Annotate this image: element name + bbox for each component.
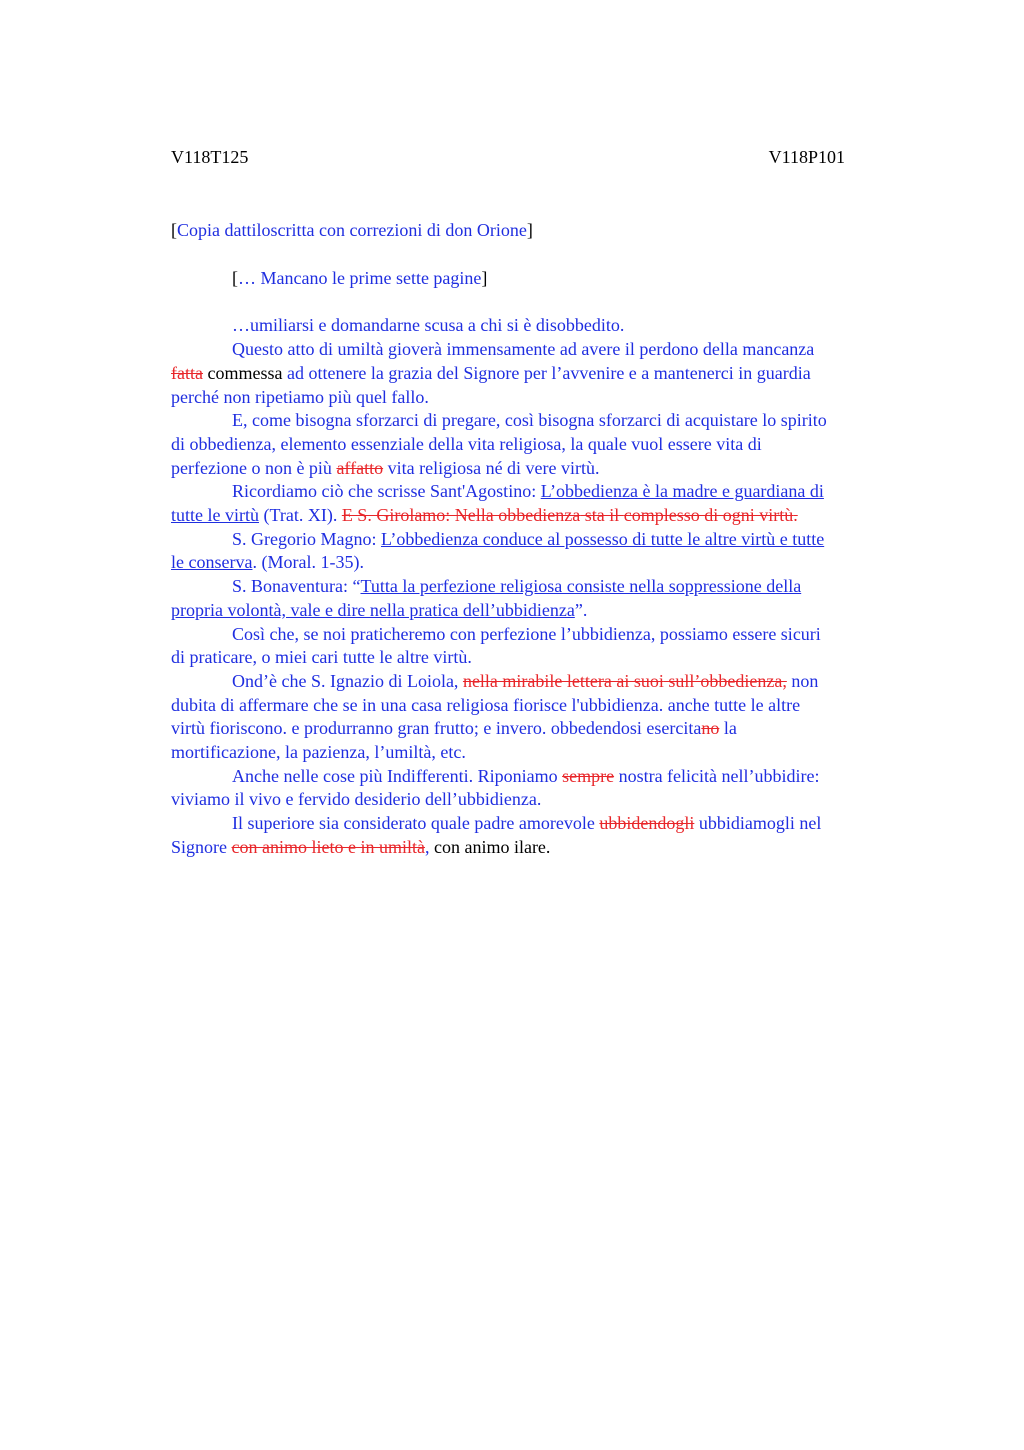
- paragraph: [171, 480, 917, 527]
- quoted-text: le conserva: [171, 552, 253, 573]
- text-line: perfezione o non è più: [171, 457, 337, 478]
- text-line: vita religiosa né di vere virtù.: [383, 457, 600, 478]
- bracket-close: ]: [526, 220, 533, 240]
- text-line: ad ottenere la grazia del Signore per l’avvenire e a mantenerci in guardia: [282, 362, 811, 383]
- missing-text: … Mancano le prime sette pagine: [238, 267, 482, 288]
- text-line: mortificazione, la pazienza, l’umiltà, etc.: [171, 742, 466, 763]
- deleted-text: sempre: [562, 765, 615, 786]
- paragraph: [171, 409, 917, 480]
- document-page: [171, 146, 917, 860]
- quoted-text: L’obbedienza è la madre e guardiana di: [540, 481, 824, 502]
- text-line: Così che, se noi praticheremo con perfezione l’ubbidienza, possiamo essere sicuri: [232, 623, 821, 644]
- quoted-text: L’obbedienza conduce al possesso di tutte le altre virtù e tutte: [380, 528, 825, 549]
- citation: . (Moral. 1-35).: [252, 552, 364, 573]
- right-code: V118P101: [768, 147, 845, 167]
- text-line: Il superiore sia considerato quale padre amorevole: [232, 813, 600, 834]
- deleted-text: fatta: [171, 362, 203, 383]
- text-line: dubita di affermare che se in una casa religiosa fiorisce l'ubbidienza. anche tutte le altre: [171, 694, 801, 715]
- text-line: virtù fioriscono. e produrranno gran frutto; e invero. obbedendosi esercita: [171, 718, 702, 739]
- deleted-text: no: [701, 718, 720, 739]
- quoted-text: propria volontà, vale e dire nella pratica dell’ubbidienza: [171, 599, 575, 620]
- inserted-text: con animo ilare.: [429, 836, 551, 857]
- text-line: nostra felicità nell’ubbidire:: [614, 765, 820, 786]
- paragraph: [171, 314, 917, 338]
- deleted-text: ubbidendogli: [599, 813, 695, 834]
- note-text: Copia dattiloscritta con correzioni di don Orione: [177, 220, 527, 240]
- paragraph: [171, 812, 917, 859]
- paragraph: [171, 575, 917, 622]
- editorial-note: [171, 219, 917, 243]
- bracket-open: [: [171, 220, 177, 240]
- quoted-text: Tutta la perfezione religiosa consiste nella soppressione della: [360, 576, 802, 597]
- missing-pages-note: [171, 267, 917, 291]
- bracket-close: ]: [481, 267, 488, 288]
- text-line: ”.: [574, 599, 588, 620]
- text-line: la: [719, 718, 737, 739]
- text-line: S. Bonaventura: “: [232, 576, 361, 597]
- left-code: V118T125: [171, 147, 249, 167]
- deleted-text: .: [793, 505, 798, 526]
- quoted-text: tutte le virtù: [171, 505, 259, 526]
- paragraph: [171, 670, 917, 765]
- text-line: viviamo il vivo e fervido desiderio dell’ubbidienza.: [171, 789, 542, 810]
- inserted-text: commessa: [202, 362, 283, 383]
- paragraph: [171, 338, 917, 409]
- text-line: di praticare, o miei cari tutte le altre virtù.: [171, 647, 472, 668]
- deleted-text: complesso di ogni virtù: [623, 505, 794, 526]
- text-line: S. Gregorio Magno:: [232, 528, 381, 549]
- deleted-text: sull’obbedienza,: [663, 670, 787, 691]
- text-line: ubbidiamogli nel: [694, 813, 822, 834]
- text-line: Signore: [171, 836, 232, 857]
- deleted-text: nella mirabile lettera ai suoi: [462, 670, 664, 691]
- text-line: Questo atto di umiltà gioverà immensamente ad avere il perdono della mancanza: [232, 339, 815, 360]
- body-text: [171, 314, 917, 859]
- text-line: Anche nelle cose più Indifferenti. Riponiamo: [232, 765, 563, 786]
- text-line: Ricordiamo ciò che scrisse Sant'Agostino:: [232, 481, 541, 502]
- paragraph: [171, 528, 917, 575]
- text-line: non: [786, 670, 819, 691]
- text-line: …umiliarsi e domandarne scusa a chi si è disobbedito.: [232, 315, 625, 336]
- deleted-text: E S. Girolamo: Nella obbedienza: [341, 505, 581, 526]
- page-header: [171, 146, 845, 170]
- paragraph: [171, 623, 917, 670]
- paragraph: [171, 765, 917, 812]
- citation: (Trat. XI).: [258, 505, 342, 526]
- text-line: Ond’è che S. Ignazio di Loiola,: [232, 670, 463, 691]
- deleted-text: sta il: [580, 505, 624, 526]
- text-line: di obbedienza, elemento essenziale della vita religiosa, la quale vuol essere vita di: [171, 433, 762, 454]
- deleted-text: affatto: [336, 457, 384, 478]
- deleted-text: con animo lieto e in umiltà: [231, 836, 425, 857]
- text-line: perché non ripetiamo più quel fallo.: [171, 386, 429, 407]
- text-line: ,: [424, 836, 430, 857]
- text-line: E, come bisogna sforzarci di pregare, così bisogna sforzarci di acquistare lo spirito: [232, 410, 827, 431]
- bracket-open: [: [232, 267, 238, 288]
